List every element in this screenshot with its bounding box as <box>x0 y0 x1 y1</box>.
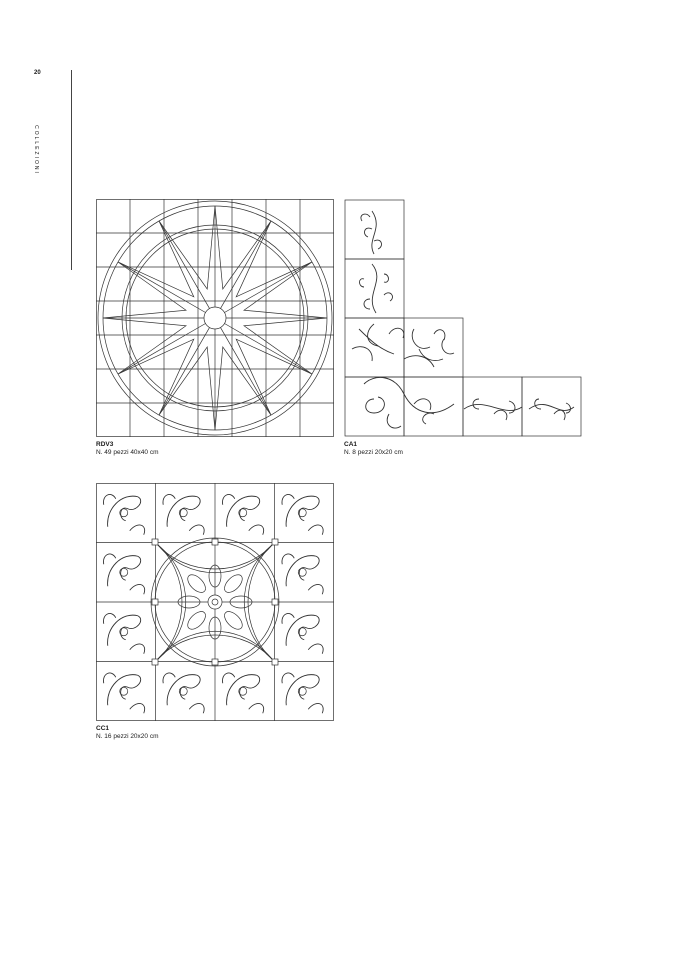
section-label: COLLEZIONI <box>33 125 39 175</box>
ca1-corner-drawing <box>344 199 582 437</box>
product-description: N. 8 pezzi 20x20 cm <box>344 449 403 456</box>
cc1-caption <box>96 725 159 741</box>
product-code: CA1 <box>344 441 358 448</box>
margin-rule <box>71 70 72 270</box>
product-code: CC1 <box>96 725 110 732</box>
product-code: RDV3 <box>96 441 114 448</box>
cc1-ornament-drawing <box>96 483 334 721</box>
product-description: N. 49 pezzi 40x40 cm <box>96 449 159 456</box>
ca1-caption <box>344 441 403 457</box>
rdv3-caption <box>96 441 159 457</box>
rdv3-rosette-drawing <box>96 199 334 437</box>
product-description: N. 16 pezzi 20x20 cm <box>96 733 159 740</box>
page-number: 20 <box>34 70 41 76</box>
